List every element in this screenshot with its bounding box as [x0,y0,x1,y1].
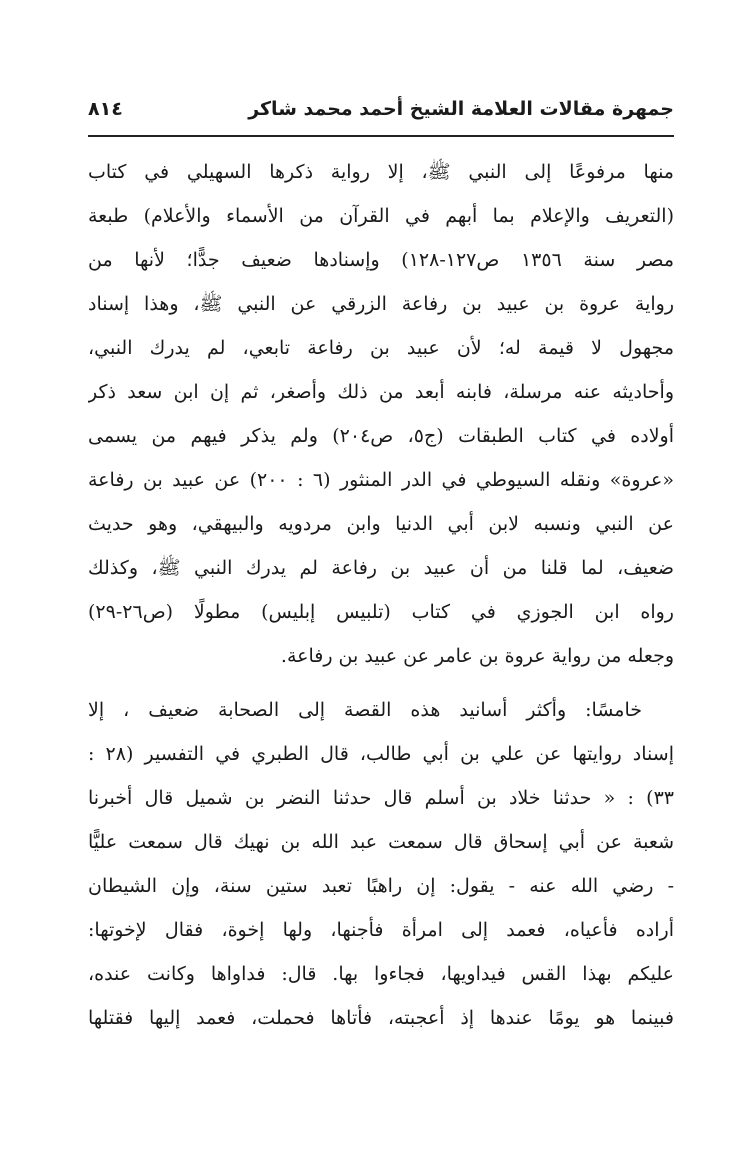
book-title: جمهرة مقالات العلامة الشيخ أحمد محمد شاكر [248,98,674,120]
body-text [88,150,674,1040]
paragraph-2 [88,688,674,1040]
running-header [88,96,674,130]
text-line: خامسًا: وأكثر أسانيد هذه القصة إلى الصحابة ضعيف ، إلا [88,699,642,721]
text-line: «عروة» ونقله السيوطي في الدر المنثور (٦ : ٢٠٠) عن عبيد بن رفاعة [88,469,674,491]
text-line: أولاده في كتاب الطبقات (ج٥، ص٢٠٤) ولم يذكر فيهم من يسمى [88,425,674,447]
text-line: رواه ابن الجوزي في كتاب (تلبيس إبليس) مطولًا (ص٢٦-٢٩) [88,601,674,623]
text-line: عن النبي ونسبه لابن أبي الدنيا وابن مردويه والبيهقي، وهو حديث [88,513,674,535]
text-line: عليكم بهذا القس فيداويها، فجاءوا بها. قال: فداواها وكانت عنده، [88,963,674,985]
text-line: (التعريف والإعلام بما أبهم في القرآن من الأسماء والأعلام) طبعة [88,205,674,227]
text-line: أراده فأعياه، فعمد إلى امرأة فأجنها، ولها إخوة، فقال لإخوتها: [88,919,674,941]
text-line: مجهول لا قيمة له؛ لأن عبيد بن رفاعة تابعي، لم يدرك النبي، [88,337,674,359]
text-line: رواية عروة بن عبيد بن رفاعة الزرقي عن النبي ﷺ، وهذا إسناد [88,293,674,315]
text-line: ضعيف، لما قلنا من أن عبيد بن رفاعة لم يدرك النبي ﷺ، وكذلك [88,557,674,579]
text-line: مصر سنة ١٣٥٦ ص١٢٧-١٢٨) وإسنادها ضعيف جدًّا؛ لأنها من [88,249,674,271]
text-line: - رضي الله عنه - يقول: إن راهبًا تعبد ستين سنة، وإن الشيطان [88,875,674,897]
text-line: وجعله من رواية عروة بن عامر عن عبيد بن رفاعة. [280,645,674,667]
text-line: ٣٣) : « حدثنا خلاد بن أسلم قال حدثنا النضر بن شميل قال أخبرنا [88,787,674,809]
text-line: منها مرفوعًا إلى النبي ﷺ، إلا رواية ذكرها السهيلي في كتاب [88,161,674,183]
text-line: شعبة عن أبي إسحاق قال سمعت عبد الله بن نهيك قال سمعت عليًّا [88,831,674,853]
text-line: وأحاديثه عنه مرسلة، فابنه أبعد من ذلك وأصغر، ثم إن ابن سعد ذكر [88,381,674,403]
header-divider [88,135,674,137]
text-line: إسناد روايتها عن علي بن أبي طالب، قال الطبري في التفسير (٢٨ : [88,743,674,765]
page-number: ٨١٤ [88,98,123,120]
paragraph-1 [88,150,674,678]
text-line: فبينما هو يومًا عندها إذ أعجبته، فأتاها فحملت، فعمد إليها فقتلها [88,1007,674,1029]
